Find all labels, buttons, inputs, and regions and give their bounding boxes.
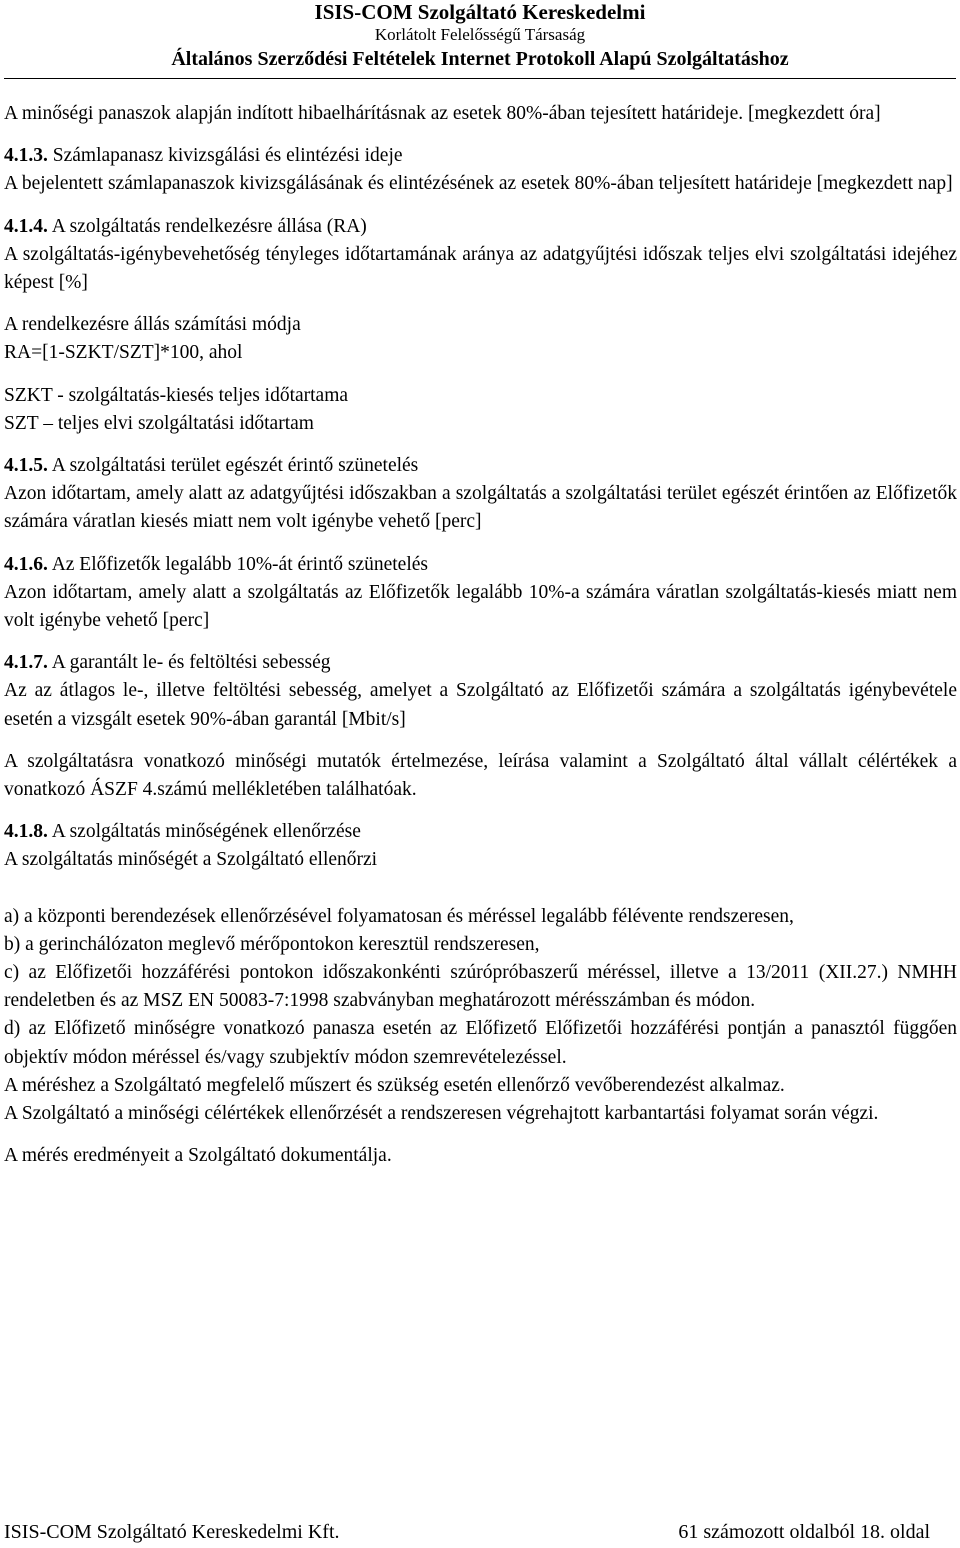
section-number: 4.1.4. (4, 215, 48, 237)
section-4-1-7-note: A szolgáltatásra vonatkozó minőségi mutatók értelmezése, leírása valamint a Szolgáltató által vállalt célértékek a vonatkozó ÁSZF 4.számú mellékletében találhatóak. (4, 750, 957, 801)
list-item-b: b) a gerinchálózaton meglevő mérőpontokon keresztül rendszeresen, (4, 933, 540, 955)
section-4-1-5-heading (4, 452, 957, 480)
section-4-1-8-heading (4, 818, 957, 846)
section-4-1-3-heading (4, 142, 957, 170)
section-4-1-6-heading (4, 551, 957, 579)
page-header (0, 0, 960, 72)
definition-szt: SZT – teljes elvi szolgáltatási időtartam (4, 412, 314, 434)
availability-method-title: A rendelkezésre állás számítási módja (4, 314, 301, 336)
header-company: ISIS-COM Szolgáltató Kereskedelmi (314, 0, 646, 24)
section-title: A szolgáltatás minőségének ellenőrzése (51, 821, 361, 843)
header-doc-title: Általános Szerződési Feltételek Internet Protokoll Alapú Szolgáltatáshoz (171, 48, 789, 70)
section-4-1-7-text: Az az átlagos le-, illetve feltöltési sebesség, amelyet a Szolgáltató az Előfizetői számára a szolgáltatás igénybevétele esetén a vizsgált esetek 90%-ában garantál [Mbit/s] (4, 680, 957, 730)
verification-paragraph: A Szolgáltató a minőségi célértékek ellenőrzését a rendszeresen végrehajtott karbantartási folyamat során végzi. (4, 1103, 879, 1125)
document-body (4, 100, 957, 1171)
section-number: 4.1.3. (4, 145, 48, 167)
section-title: A garantált le- és feltöltési sebesség (51, 652, 331, 674)
section-title: Az Előfizetők legalább 10%-át érintő szünetelés (51, 553, 428, 575)
section-4-1-8-text: A szolgáltatás minőségét a Szolgáltató ellenőrzi (4, 849, 378, 871)
footer-company: ISIS-COM Szolgáltató Kereskedelmi Kft. (4, 1521, 340, 1543)
list-item-d: d) az Előfizető minőségre vonatkozó panasza esetén az Előfizető Előfizetői hozzáférési pontján a panasztól függően objektív módon méréssel és/vagy szubjektív módon szemrevételezéssel. (4, 1018, 957, 1068)
list-item-c: c) az Előfizetői hozzáférési pontokon időszakonkénti szúrópróbaszerű méréssel, illetve a 13/2011 (XII.27.) NMHH rendeletben és az MSZ EN 50083-7:1998 szabványban meghatározott mérésszámban és módon. (4, 962, 957, 1012)
section-title: A szolgáltatási terület egészét érintő szünetelés (51, 455, 419, 477)
header-company-form: Korlátolt Felelősségű Társaság (374, 25, 586, 44)
section-4-1-4-text: A szolgáltatás-igénybevehetőség tényleges időtartamának aránya az adatgyűjtési időszak teljes elvi szolgáltatási idejéhez képest [%] (4, 243, 957, 294)
section-number: 4.1.7. (4, 652, 48, 674)
section-4-1-3-text: A bejelentett számlapanaszok kivizsgálásának és elintézésének az esetek 80%-ában teljesített határideje [megkezdett nap] (4, 173, 953, 195)
section-title: A szolgáltatás rendelkezésre állása (RA) (51, 215, 367, 237)
section-4-1-4-heading (4, 213, 957, 241)
measurement-paragraph: A méréshez a Szolgáltató megfelelő műszert és szükség esetén ellenőrző vevőberendezést alkalmaz. (4, 1074, 785, 1096)
section-title: Számlapanasz kivizsgálási és elintézési ideje (52, 145, 403, 167)
section-4-1-5-text: Azon időtartam, amely alatt az adatgyűjtési időszakban a szolgáltatás a szolgáltatási terület egészét érintően az Előfizetők számára váratlan kiesés miatt nem volt igénybe vehető [perc] (4, 483, 957, 533)
section-4-1-6-text: Azon időtartam, amely alatt a szolgáltatás az Előfizetők legalább 10%-a számára váratlan szolgáltatás-kiesés miatt nem volt igénybe vehető [perc] (4, 581, 957, 632)
footer-page-number: 61 számozott oldalból 18. oldal (678, 1521, 930, 1543)
intro-paragraph: A minőségi panaszok alapján indított hibaelhárításnak az esetek 80%-ában tejesített határideje. [megkezdett óra] (4, 103, 881, 124)
availability-formula: RA=[1-SZKT/SZT]*100, ahol (4, 342, 243, 364)
header-divider (4, 78, 956, 79)
section-number: 4.1.6. (4, 553, 48, 575)
page-footer (4, 1518, 930, 1546)
list-item-a: a) a központi berendezések ellenőrzésével folyamatosan és méréssel legalább félévente rendszeresen, (4, 905, 794, 927)
documentation-paragraph: A mérés eredményeit a Szolgáltató dokumentálja. (4, 1145, 392, 1167)
section-4-1-7-heading (4, 649, 957, 677)
section-number: 4.1.8. (4, 821, 48, 843)
definition-szkt: SZKT - szolgáltatás-kiesés teljes időtartama (4, 384, 349, 406)
section-number: 4.1.5. (4, 455, 48, 477)
